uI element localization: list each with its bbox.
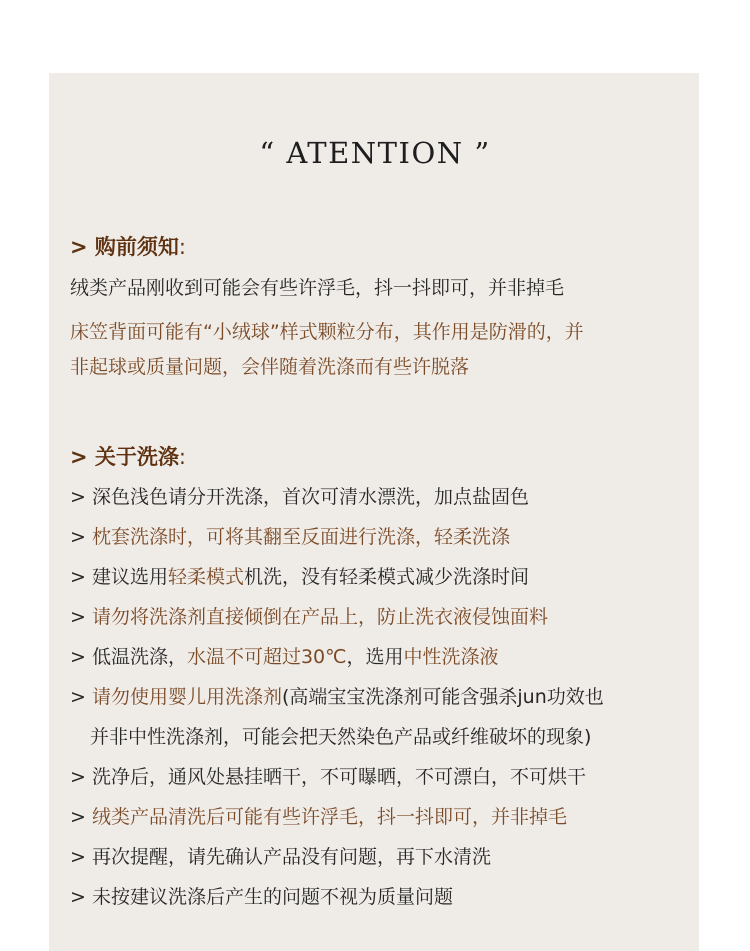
washing-instruction-line	[70, 565, 529, 589]
instruction-text: > 洗净后，通风处悬挂晒干，不可曝晒，不可漂白，不可烘干	[70, 766, 586, 788]
highlighted-text: 轻柔模式	[167, 566, 244, 588]
instruction-text: (高端宝宝洗涤剂可能含强杀jun功效也	[281, 686, 604, 708]
instruction-text: 并非中性洗涤剂，可能会把天然染色产品或纤维破坏的现象)	[90, 726, 592, 748]
instruction-text: 机洗，没有轻柔模式减少洗涤时间	[243, 566, 529, 588]
washing-instruction-line	[90, 725, 591, 749]
instruction-text: > 未按建议洗涤后产生的问题不视为质量问题	[70, 886, 453, 908]
page-title: “ ATENTION ”	[259, 136, 491, 170]
washing-heading-text: > 关于洗涤	[70, 445, 179, 469]
washing-heading-colon: :	[178, 445, 186, 469]
washing-instruction-line	[70, 685, 604, 709]
washing-instruction-line	[70, 525, 510, 549]
instruction-text: > 低温洗涤，	[70, 646, 187, 668]
washing-heading	[70, 441, 186, 471]
instruction-text: >	[70, 526, 92, 548]
purchase-note-line-2: 床笠背面可能有“小绒球”样式颗粒分布，其作用是防滑的，并	[70, 321, 584, 343]
washing-instruction-line	[70, 645, 499, 669]
washing-instruction-line	[70, 605, 548, 629]
washing-instruction-line	[70, 765, 586, 789]
instruction-text: > 建议选用	[70, 566, 168, 588]
instruction-text: >	[70, 686, 92, 708]
highlighted-text: 中性洗涤液	[403, 646, 499, 668]
instruction-text: >	[70, 806, 92, 828]
highlighted-text: 请勿将洗涤剂直接倾倒在产品上，防止洗衣液侵蚀面料	[91, 606, 548, 628]
washing-instruction-line	[70, 805, 567, 829]
highlighted-text: 请勿使用婴儿用洗涤剂	[91, 686, 282, 708]
highlighted-text: 绒类产品清洗后可能有些许浮毛，抖一抖即可，并非掉毛	[91, 806, 567, 828]
washing-instruction-line	[70, 845, 491, 869]
purchase-notice-heading	[70, 231, 186, 261]
washing-instruction-line	[70, 885, 453, 909]
highlighted-text: 水温不可超过30℃	[186, 646, 347, 668]
instruction-text: > 深色浅色请分开洗涤，首次可清水漂洗，加点盐固色	[70, 486, 529, 508]
purchase-note-line-3: 非起球或质量问题，会伴随着洗涤而有些许脱落	[70, 356, 470, 378]
instruction-text: > 再次提醒，请先确认产品没有问题，再下水清洗	[70, 846, 491, 868]
highlighted-text: 枕套洗涤时，可将其翻至反面进行洗涤，轻柔洗涤	[91, 526, 510, 548]
instruction-text: >	[70, 606, 92, 628]
instruction-text: ，选用	[346, 646, 404, 668]
purchase-notice-heading-text: > 购前须知	[70, 235, 179, 259]
purchase-note-line-1: 绒类产品刚收到可能会有些许浮毛，抖一抖即可，并非掉毛	[70, 277, 565, 299]
washing-instruction-line	[70, 485, 529, 509]
purchase-notice-heading-colon: :	[178, 235, 186, 259]
